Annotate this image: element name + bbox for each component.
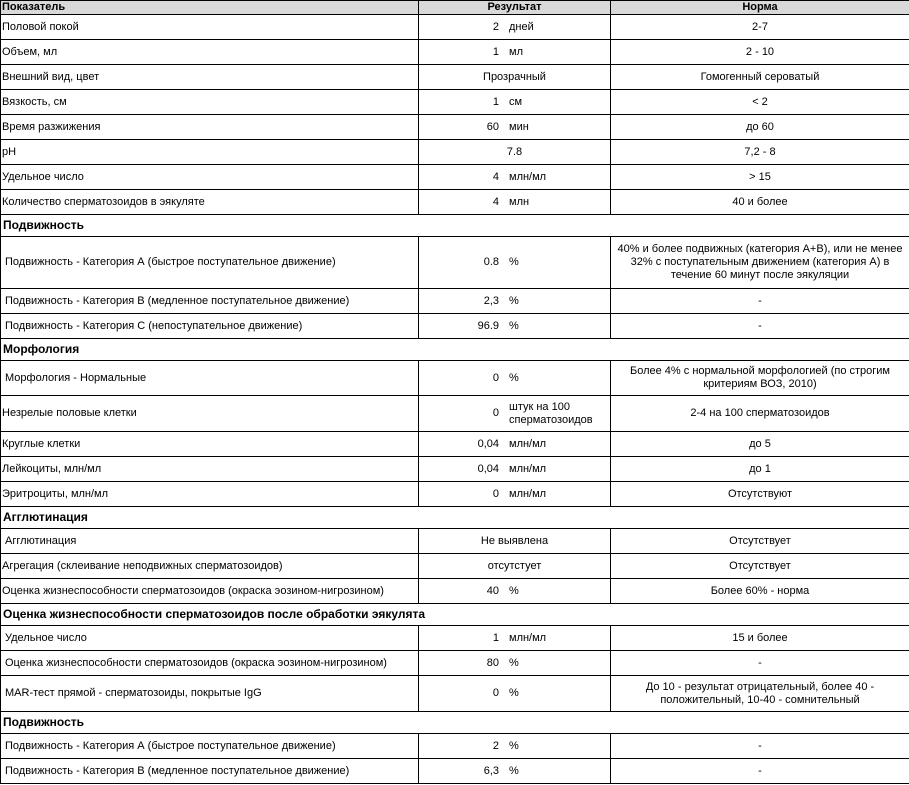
table-row [1,90,909,115]
row-value: 6,3 [483,764,499,777]
section-title: Агглютинация [1,507,909,529]
row-norm: до 5 [611,432,909,457]
table-row [1,579,909,604]
row-unit: % [509,294,519,307]
row-result [419,90,611,115]
row-name: Эритроциты, млн/мл [1,482,419,507]
row-unit: % [509,256,519,268]
header-norm: Норма [611,1,909,15]
row-name: Агглютинация [1,529,419,554]
row-norm: - [611,759,909,784]
section-title: Морфология [1,339,909,361]
row-norm: До 10 - результат отрицательный, более 40 - положительный, 10-40 - сомнительный [611,676,909,712]
row-value: 0,04 [477,437,499,450]
row-value: 2 [492,20,499,33]
row-result [419,676,611,712]
row-norm: 2-4 на 100 сперматозоидов [611,396,909,432]
table-row [1,396,909,432]
row-value: 1 [492,45,499,58]
row-unit: % [509,371,519,384]
table-row [1,65,909,90]
row-norm: 40% и более подвижных (категория А+В), или не менее 32% с поступательным движением (категория А) в течение 60 минут после эякуляции [611,237,909,289]
row-unit: мин [509,120,529,133]
header-row [1,1,909,15]
row-result [419,457,611,482]
row-norm: Отсутствует [611,529,909,554]
row-norm: Отсутствует [611,554,909,579]
row-value: 0 [492,487,499,500]
row-unit: млн [509,195,530,208]
section-header-post-processing [1,604,909,626]
table-row [1,237,909,289]
table-row [1,759,909,784]
table-row [1,432,909,457]
table-row [1,190,909,215]
table-row [1,554,909,579]
row-value: 2,3 [483,294,499,307]
row-unit: % [509,687,519,699]
row-value: 96.9 [477,319,499,332]
row-norm: 40 и более [611,190,909,215]
row-value: 40 [486,584,499,597]
row-unit: штук на 100 сперматозоидов [509,400,593,426]
table-row [1,529,909,554]
row-unit: см [509,95,523,108]
table-row [1,734,909,759]
table-row [1,15,909,40]
row-name: MAR-тест прямой - сперматозоиды, покрытые IgG [1,676,419,712]
row-name: Лейкоциты, млн/мл [1,457,419,482]
row-norm: - [611,314,909,339]
row-name: Подвижность - Категория В (медленное поступательное движение) [1,759,419,784]
row-value: 4 [492,170,499,183]
row-value: 0,04 [477,462,499,475]
header-indicator: Показатель [1,1,419,15]
row-result [419,361,611,396]
row-result [419,15,611,40]
row-result: отсутстует [419,554,611,579]
row-value: 1 [492,95,499,108]
row-unit: % [509,584,519,597]
row-result [419,314,611,339]
row-value: 0 [492,407,499,419]
row-value: 0 [492,371,499,384]
row-unit: млн/мл [509,170,547,183]
row-norm: 2 - 10 [611,40,909,65]
row-name: Половой покой [1,15,419,40]
row-result [419,190,611,215]
row-norm: Более 4% с нормальной морфологией (по строгим критериям ВОЗ, 2010) [611,361,909,396]
row-norm: Более 60% - норма [611,579,909,604]
row-result [419,579,611,604]
row-unit: % [509,739,519,752]
row-norm: до 1 [611,457,909,482]
row-unit: млн/мл [509,462,547,475]
table-row [1,651,909,676]
table-row [1,40,909,65]
row-name: Время разжижения [1,115,419,140]
table-row [1,626,909,651]
header-result: Результат [419,1,611,15]
row-name: Подвижность - Категория А (быстрое поступательное движение) [1,734,419,759]
row-norm: Гомогенный сероватый [611,65,909,90]
row-norm: 15 и более [611,626,909,651]
table-row [1,289,909,314]
row-value: 2 [492,739,499,752]
section-header-motility [1,215,909,237]
row-value: 1 [492,631,499,644]
row-value: 0.8 [483,256,499,268]
table-row [1,361,909,396]
row-result [419,396,611,432]
row-value: 80 [486,656,499,669]
section-title: Оценка жизнеспособности сперматозоидов после обработки эякулята [1,604,909,626]
row-unit: млн/мл [509,631,547,644]
row-norm: - [611,289,909,314]
row-norm: < 2 [611,90,909,115]
section-header-morphology [1,339,909,361]
section-title: Подвижность [1,712,909,734]
row-unit: % [509,764,519,777]
row-value: 60 [486,120,499,133]
row-name: Оценка жизнеспособности сперматозоидов (окраска эозином-нигрозином) [1,651,419,676]
row-unit: млн/мл [509,437,547,450]
row-norm: - [611,651,909,676]
row-name: Объем, мл [1,40,419,65]
row-norm: Отсутствуют [611,482,909,507]
row-name: Вязкость, см [1,90,419,115]
row-result [419,289,611,314]
row-value: 4 [492,195,499,208]
table-row [1,676,909,712]
table-row [1,165,909,190]
row-result [419,165,611,190]
table-row [1,314,909,339]
row-unit: дней [509,20,534,33]
row-value: 0 [492,687,499,699]
row-norm: 7,2 - 8 [611,140,909,165]
row-result: Не выявлена [419,529,611,554]
section-title: Подвижность [1,215,909,237]
row-unit: % [509,656,519,669]
row-name: Удельное число [1,626,419,651]
row-name: Количество сперматозоидов в эякуляте [1,190,419,215]
row-name: Агрегация (склеивание неподвижных сперматозоидов) [1,554,419,579]
row-result: Прозрачный [419,65,611,90]
row-unit: % [509,319,519,332]
row-unit: мл [509,45,523,58]
table-row [1,115,909,140]
row-result [419,626,611,651]
table-row [1,482,909,507]
row-name: Незрелые половые клетки [1,396,419,432]
row-result [419,40,611,65]
row-name: Морфология - Нормальные [1,361,419,396]
row-norm: до 60 [611,115,909,140]
row-norm: - [611,734,909,759]
table-row [1,457,909,482]
row-name: Подвижность - Категория С (непоступательное движение) [1,314,419,339]
row-name: Подвижность - Категория В (медленное поступательное движение) [1,289,419,314]
row-result [419,651,611,676]
section-header-motility-post [1,712,909,734]
row-name: pH [1,140,419,165]
row-name: Подвижность - Категория А (быстрое поступательное движение) [1,237,419,289]
row-norm: 2-7 [611,15,909,40]
row-name: Круглые клетки [1,432,419,457]
section-header-agglutination [1,507,909,529]
row-result [419,237,611,289]
row-norm: > 15 [611,165,909,190]
row-result [419,482,611,507]
row-unit: млн/мл [509,487,547,500]
row-result [419,734,611,759]
row-result [419,115,611,140]
table-row [1,140,909,165]
row-result [419,759,611,784]
row-result [419,432,611,457]
row-result: 7.8 [419,140,611,165]
row-name: Удельное число [1,165,419,190]
row-name: Оценка жизнеспособности сперматозоидов (окраска эозином-нигрозином) [1,579,419,604]
row-name: Внешний вид, цвет [1,65,419,90]
